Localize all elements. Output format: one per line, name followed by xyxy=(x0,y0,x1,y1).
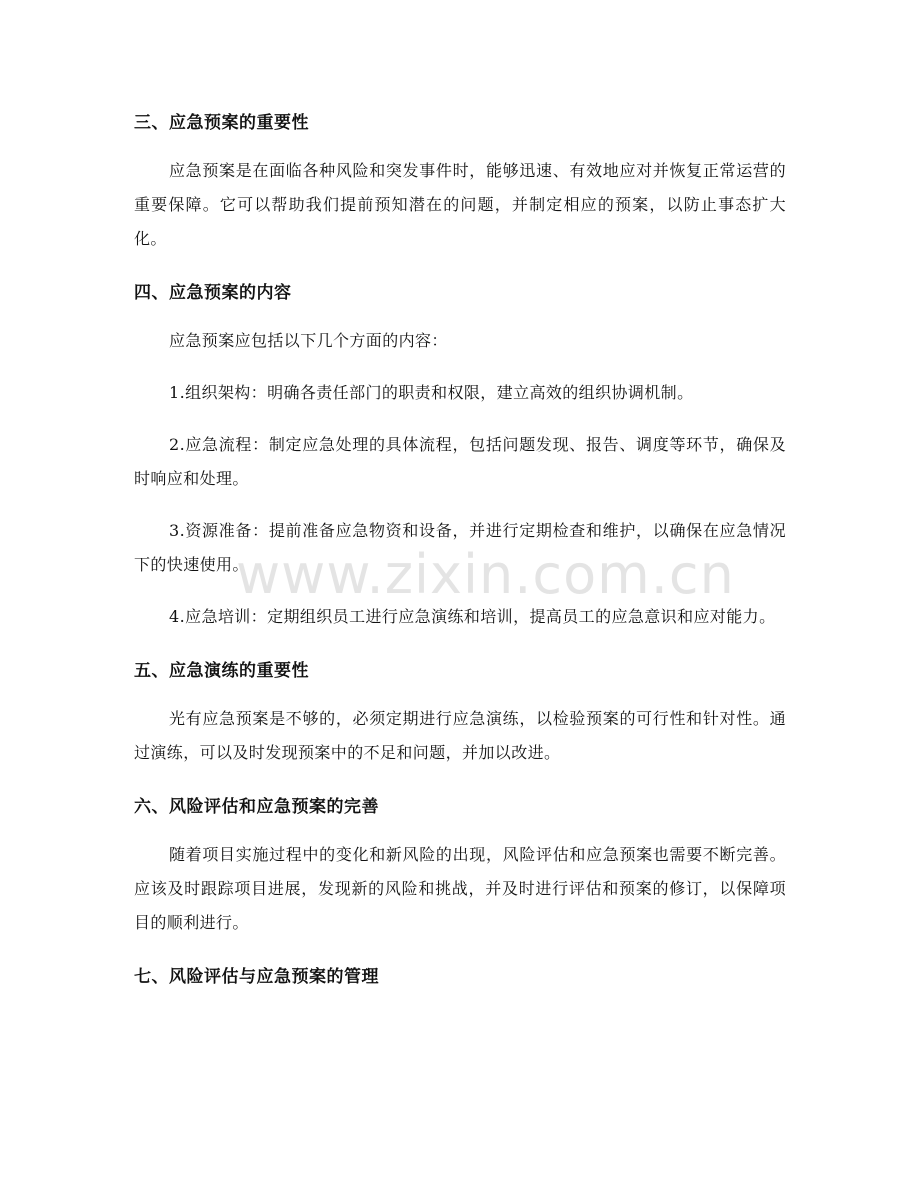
section-heading-3: 三、应急预案的重要性 xyxy=(134,113,309,133)
document-body xyxy=(134,104,786,996)
list-item-paragraph: 2.应急流程：制定应急处理的具体流程，包括问题发现、报告、调度等环节，确保及时响应和处理。 xyxy=(134,435,786,488)
paragraph: 应急预案是在面临各种风险和突发事件时，能够迅速、有效地应对并恢复正常运营的重要保障。它可以帮助我们提前预知潜在的问题，并制定相应的预案，以防止事态扩大化。 xyxy=(134,161,786,248)
paragraph: 应急预案应包括以下几个方面的内容： xyxy=(169,331,448,350)
section-heading-7: 七、风险评估与应急预案的管理 xyxy=(134,967,379,987)
watermark: www.zixin.com.cn xyxy=(236,543,735,606)
list-item-paragraph: 4.应急培训：定期组织员工进行应急演练和培训，提高员工的应急意识和应对能力。 xyxy=(169,607,776,626)
list-item-paragraph: 3.资源准备：提前准备应急物资和设备，并进行定期检查和维护，以确保在应急情况下的快速使用。 xyxy=(134,521,786,574)
section-heading-4: 四、应急预案的内容 xyxy=(134,283,292,303)
paragraph: 随着项目实施过程中的变化和新风险的出现，风险评估和应急预案也需要不断完善。应该及时跟踪项目进展，发现新的风险和挑战，并及时进行评估和预案的修订，以保障项目的顺利进行。 xyxy=(134,845,786,932)
list-item-paragraph: 1.组织架构：明确各责任部门的职责和权限，建立高效的组织协调机制。 xyxy=(169,383,694,402)
section-heading-6: 六、风险评估和应急预案的完善 xyxy=(134,797,379,817)
section-heading-5: 五、应急演练的重要性 xyxy=(134,661,309,681)
paragraph: 光有应急预案是不够的，必须定期进行应急演练，以检验预案的可行性和针对性。通过演练，可以及时发现预案中的不足和问题，并加以改进。 xyxy=(134,709,786,762)
